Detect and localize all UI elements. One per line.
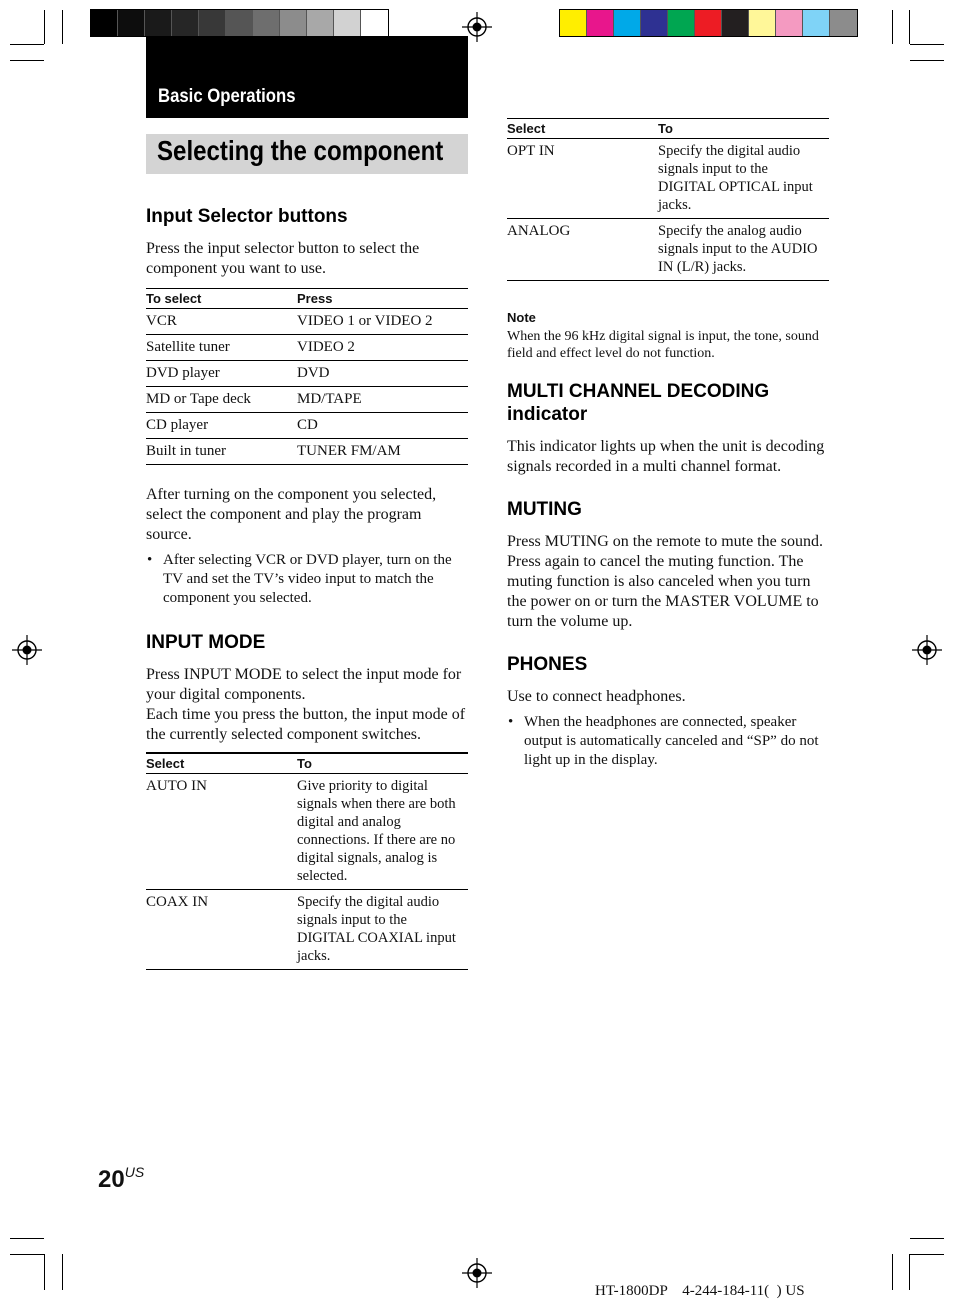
grayscale-color-bar xyxy=(90,9,389,37)
table-header-row xyxy=(146,753,468,774)
page-number-suffix: US xyxy=(124,1164,145,1180)
section-title: Basic Operations xyxy=(158,86,296,107)
muting-body: Press MUTING on the remote to mute the sound. Press again to cancel the muting function. The muting function is also canceled when you turn the power on or turn the MASTER VOLUME to turn the volume up. xyxy=(507,533,823,630)
input-selector-after: After turning on the component you selected, select the component and play the program source. xyxy=(146,486,437,543)
phones-body: Use to connect headphones. xyxy=(507,688,686,705)
color-swatch xyxy=(253,10,280,36)
color-swatch xyxy=(560,10,587,36)
table-header: To select xyxy=(146,289,297,309)
table-cell: COAX IN xyxy=(146,890,297,970)
table-row xyxy=(146,413,468,439)
right-column xyxy=(507,118,829,770)
color-swatch xyxy=(695,10,722,36)
table-row xyxy=(507,219,829,281)
input-mode-paragraph: Press INPUT MODE to select the input mode for your digital components. xyxy=(146,666,462,703)
table-cell: Give priority to digital signals when there are both digital and analog connections. If there are no digital signals, analog is selected. xyxy=(297,774,468,890)
table-row xyxy=(146,439,468,465)
table-cell: MD or Tape deck xyxy=(146,387,297,413)
table-header: Press xyxy=(297,289,468,309)
table-cell: CD xyxy=(297,413,468,439)
muting-heading: MUTING xyxy=(507,499,582,520)
color-swatch xyxy=(361,10,388,36)
table-header-row xyxy=(146,289,468,309)
bullet-item: • When the headphones are connected, speaker output is automatically canceled and “SP” do not light up in the display. xyxy=(507,713,829,770)
page-number-value: 20 xyxy=(98,1166,125,1193)
color-swatch xyxy=(118,10,145,36)
table-cell: Specify the digital audio signals input to the DIGITAL COAXIAL input jacks. xyxy=(297,890,468,970)
color-swatch xyxy=(614,10,641,36)
table-cell: MD/TAPE xyxy=(297,387,468,413)
registration-mark-icon xyxy=(912,635,942,665)
table-cell: AUTO IN xyxy=(146,774,297,890)
color-swatch xyxy=(830,10,857,36)
note-heading: Note xyxy=(507,310,536,325)
table-cell: VCR xyxy=(146,309,297,335)
bullet-item: • After selecting VCR or DVD player, turn on the TV and set the TV’s video input to match the component you selected. xyxy=(146,551,468,608)
table-row xyxy=(507,139,829,219)
color-swatch xyxy=(334,10,361,36)
color-swatch xyxy=(641,10,668,36)
table-cell: CD player xyxy=(146,413,297,439)
table-cell: TUNER FM/AM xyxy=(297,439,468,465)
table-cell: Specify the analog audio signals input to the AUDIO IN (L/R) jacks. xyxy=(658,219,829,281)
color-swatch xyxy=(749,10,776,36)
color-swatch xyxy=(803,10,830,36)
table-row xyxy=(146,335,468,361)
table-cell: VIDEO 2 xyxy=(297,335,468,361)
page-title: Selecting the component xyxy=(157,135,444,166)
table-header: To xyxy=(297,753,468,774)
left-column xyxy=(146,205,468,970)
multi-channel-body: This indicator lights up when the unit is decoding signals recorded in a multi channel format. xyxy=(507,438,825,475)
table-cell: VIDEO 1 or VIDEO 2 xyxy=(297,309,468,335)
color-swatch xyxy=(668,10,695,36)
table-cell: OPT IN xyxy=(507,139,658,219)
input-selector-table xyxy=(146,288,468,465)
registration-mark-icon xyxy=(462,1258,492,1288)
color-swatch xyxy=(226,10,253,36)
color-swatch xyxy=(722,10,749,36)
footer-model-code: HT-1800DP 4-244-184-11( ) US xyxy=(595,1283,805,1299)
color-swatch xyxy=(145,10,172,36)
registration-mark-icon xyxy=(12,635,42,665)
input-selector-heading: Input Selector buttons xyxy=(146,206,348,227)
table-cell: Specify the digital audio signals input to the DIGITAL OPTICAL input jacks. xyxy=(658,139,829,219)
color-swatch xyxy=(280,10,307,36)
color-swatch xyxy=(307,10,334,36)
color-swatch xyxy=(91,10,118,36)
table-row xyxy=(146,890,468,970)
input-mode-table-continued xyxy=(507,118,829,281)
input-mode-heading: INPUT MODE xyxy=(146,632,266,653)
table-header: To xyxy=(658,119,829,139)
table-row xyxy=(146,774,468,890)
color-swatch xyxy=(776,10,803,36)
table-cell: DVD player xyxy=(146,361,297,387)
table-cell: DVD xyxy=(297,361,468,387)
table-header: Select xyxy=(507,119,658,139)
color-swatch xyxy=(172,10,199,36)
multi-channel-heading: MULTI CHANNEL DECODING indicator xyxy=(507,381,770,425)
table-row xyxy=(146,309,468,335)
note-body: When the 96 kHz digital signal is input, the tone, sound field and effect level do not function. xyxy=(507,329,819,361)
table-row xyxy=(146,387,468,413)
phones-heading: PHONES xyxy=(507,654,588,675)
input-mode-paragraph: Each time you press the button, the input mode of the currently selected component switches. xyxy=(146,706,466,743)
color-swatch xyxy=(199,10,226,36)
table-cell: Built in tuner xyxy=(146,439,297,465)
input-mode-table xyxy=(146,752,468,970)
table-cell: Satellite tuner xyxy=(146,335,297,361)
page-number xyxy=(98,1166,144,1194)
color-swatch xyxy=(587,10,614,36)
table-row xyxy=(146,361,468,387)
table-header-row xyxy=(507,119,829,139)
table-cell: ANALOG xyxy=(507,219,658,281)
process-color-bar xyxy=(559,9,858,37)
input-selector-intro: Press the input selector button to select the component you want to use. xyxy=(146,240,420,277)
table-header: Select xyxy=(146,753,297,774)
